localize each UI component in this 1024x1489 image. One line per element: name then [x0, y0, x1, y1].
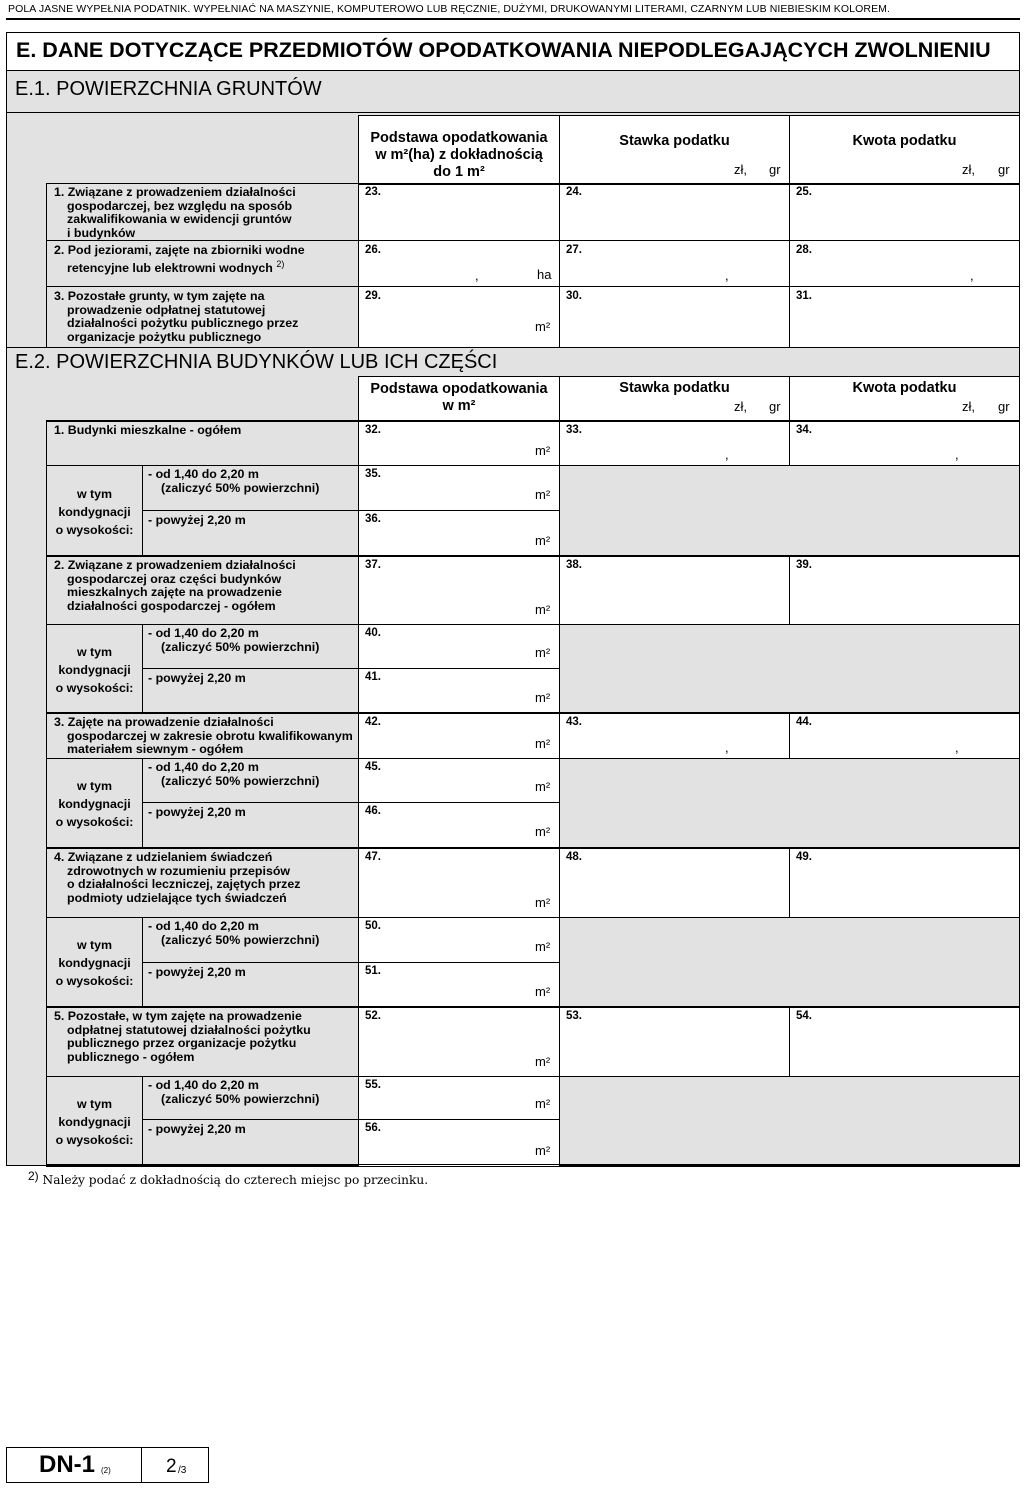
w-tym-line: o wysokości:: [55, 680, 134, 695]
field-43[interactable]: 43.: [566, 716, 582, 728]
field-48[interactable]: 48.: [566, 851, 582, 863]
sub-row-b-label: - powyżej 2,20 m: [148, 805, 246, 819]
section-e-title: E. DANE DOTYCZĄCE PRZEDMIOTÓW OPODATKOWANIA NIEPODLEGAJĄCYCH ZWOLNIENIU: [7, 33, 1019, 71]
field-27[interactable]: 27.: [566, 244, 582, 256]
w-tym-line: kondygnacji: [58, 1115, 131, 1129]
sub-a-line: (zaliczyć 50% powierzchni): [161, 932, 320, 947]
sub-a-line: - od 1,40 do 2,20 m: [148, 467, 259, 481]
header-note: POLA JASNE WYPEŁNIA PODATNIK. WYPEŁNIAĆ NA MASZYNIE, KOMPUTEROWO LUB RĘCZNIE, DUŻYMI, DRUKOWANYMI LITERAMI, CZARNYM LUB NIEBIESKIM KOLOREM.: [8, 3, 891, 15]
footnote: $^{2)}$ Należy podać z dokładnością do czterech miejsc po przecinku.: [28, 1169, 429, 1187]
desc-line: działalności gospodarczej - ogółem: [67, 598, 276, 613]
desc-line: 3. Zajęte na prowadzenie działalności: [54, 715, 274, 729]
sub-row-a-label: [143, 761, 357, 788]
field-40[interactable]: 40.: [365, 627, 381, 639]
page-number-box: [141, 1447, 209, 1483]
comma: ,: [725, 740, 729, 755]
unit-m2: m²: [535, 443, 551, 458]
e1-row2-desc: 2. Pod jeziorami, zajęte na zbiorniki wodne retencyjne lub elektrowni wodnych $^{2)}$: [54, 243, 305, 275]
unit-m2: m²: [535, 824, 551, 839]
sub-row-b-label: - powyżej 2,20 m: [148, 513, 246, 527]
sub-a-line: (zaliczyć 50% powierzchni): [161, 480, 320, 495]
sub-a-line: - od 1,40 do 2,20 m: [148, 760, 259, 774]
w-tym-line: kondygnacji: [58, 796, 131, 811]
gr-label: gr: [769, 399, 781, 414]
divider: [7, 347, 1019, 348]
field-50[interactable]: 50.: [365, 920, 381, 932]
field-36[interactable]: 36.: [365, 513, 381, 525]
e1-title: E.1. POWIERZCHNIA GRUNTÓW: [15, 78, 322, 100]
sub-a-line: (zaliczyć 50% powierzchni): [161, 1091, 320, 1106]
e2-title: E.2. POWIERZCHNIA BUDYNKÓW LUB ICH CZĘŚCI: [15, 351, 498, 373]
sub-a-line: (zaliczyć 50% powierzchni): [161, 639, 320, 654]
unit-m2: m²: [535, 645, 551, 660]
desc-line: gospodarczej w zakresie obrotu kwalifikowanym: [67, 728, 353, 743]
sub-a-line: - od 1,40 do 2,20 m: [148, 626, 259, 640]
w-tym-line: kondygnacji: [58, 662, 131, 677]
field-39[interactable]: 39.: [796, 559, 812, 571]
unit-m2: m²: [535, 895, 551, 910]
field-34[interactable]: 34.: [796, 424, 812, 436]
unit-m2: m²: [535, 319, 551, 334]
e1-row1-desc: 1. Związane z prowadzeniem działalności gospodarczej, bez względu na sposób zakwalifikowania w ewidencji gruntów i budynków: [54, 185, 296, 240]
form-code-box: [6, 1447, 142, 1483]
comma: ,: [955, 740, 959, 755]
gr-label: gr: [769, 162, 781, 177]
sub-a-line: (zaliczyć 50% powierzchni): [161, 773, 320, 788]
w-tym-line: o wysokości:: [55, 522, 134, 537]
sub-row-b-label: - powyżej 2,20 m: [148, 965, 246, 979]
zl-label: zł,: [734, 399, 747, 414]
unit-m2: m²: [535, 690, 551, 705]
sub-a-line: - od 1,40 do 2,20 m: [148, 1078, 259, 1092]
divider: [46, 1164, 1020, 1165]
desc-line: mieszkalnych zajęte na prowadzenie: [67, 585, 282, 600]
desc-line: publicznego - ogółem: [67, 1049, 195, 1064]
desc-line: 2. Związane z prowadzeniem działalności: [54, 558, 296, 572]
field-24[interactable]: 24.: [566, 186, 582, 198]
field-29[interactable]: 29.: [365, 290, 381, 302]
gr-label: gr: [998, 162, 1010, 177]
header-rule: [6, 18, 1020, 20]
zl-label: zł,: [734, 162, 747, 177]
w-tym-label: [47, 485, 142, 539]
e2-group-desc: [47, 421, 357, 438]
comma: ,: [725, 268, 729, 283]
w-tym-line: w tym: [76, 1097, 113, 1111]
e2-col3-header: Kwota podatku: [852, 380, 957, 396]
field-42[interactable]: 42.: [365, 716, 381, 728]
w-tym-label: [47, 936, 142, 990]
e1-col3-header: Kwota podatku: [852, 133, 957, 149]
desc-line: podmioty udzielające tych świadczeń: [67, 890, 287, 905]
unit-m2: m²: [535, 1096, 551, 1111]
w-tym-line: kondygnacji: [58, 956, 131, 970]
e2-col2-header: Stawka podatku: [619, 380, 730, 396]
w-tym-line: o wysokości:: [55, 1133, 134, 1147]
field-55[interactable]: 55.: [365, 1079, 381, 1091]
field-38[interactable]: 38.: [566, 559, 582, 571]
field-53[interactable]: 53.: [566, 1010, 582, 1022]
field-45[interactable]: 45.: [365, 761, 381, 773]
field-56[interactable]: 56.: [365, 1122, 381, 1134]
unit-ha: ha: [537, 267, 552, 282]
w-tym-line: w tym: [76, 938, 113, 952]
w-tym-line: w tym: [76, 644, 113, 659]
zl-label: zł,: [962, 399, 975, 414]
sub-row-b-label: - powyżej 2,20 m: [148, 1122, 246, 1136]
e2-col1-header: Podstawa opodatkowania w m²: [370, 381, 548, 414]
form-version: (2): [101, 1466, 111, 1475]
field-30[interactable]: 30.: [566, 290, 582, 302]
unit-m2: m²: [535, 487, 551, 502]
field-33[interactable]: 33.: [566, 424, 582, 436]
desc-line: 4. Związane z udzielaniem świadczeń: [54, 850, 273, 864]
e1-col1-header: Podstawa opodatkowania w m²(ha) z dokładnością do 1 m²: [370, 130, 548, 180]
divider: [789, 376, 790, 421]
e2-group-desc: [47, 556, 357, 613]
unit-m2: m²: [535, 1054, 551, 1069]
field-54[interactable]: 54.: [796, 1010, 812, 1022]
sub-row-a-label: [143, 920, 357, 947]
desc-line: odpłatnej statutowej działalności pożytku: [67, 1022, 311, 1037]
field-28[interactable]: 28.: [796, 244, 812, 256]
desc-line: gospodarczej oraz części budynków: [67, 571, 282, 586]
desc-line: 1. Budynki mieszkalne - ogółem: [54, 423, 242, 437]
unit-m2: m²: [535, 984, 551, 999]
w-tym-label: [47, 1095, 142, 1149]
field-52[interactable]: 52.: [365, 1010, 381, 1022]
e1-row3-desc: 3. Pozostałe grunty, w tym zajęte na prowadzenie odpłatnej statutowej działalności pożytku publicznego przez organizacje pożytku publicznego: [54, 289, 299, 344]
divider: [559, 376, 560, 421]
sub-row-a-label: [143, 1079, 357, 1106]
unit-m2: m²: [535, 602, 551, 617]
e2-group-desc: [47, 848, 357, 905]
unit-m2: m²: [535, 939, 551, 954]
comma: ,: [475, 268, 479, 283]
comma: ,: [970, 268, 974, 283]
unit-m2: m²: [535, 779, 551, 794]
sub-a-line: - od 1,40 do 2,20 m: [148, 919, 259, 933]
desc-line: materiałem siewnym - ogółem: [67, 742, 244, 757]
field-47[interactable]: 47.: [365, 851, 381, 863]
field-35[interactable]: 35.: [365, 468, 381, 480]
field-31[interactable]: 31.: [796, 290, 812, 302]
field-41[interactable]: 41.: [365, 671, 381, 683]
zl-label: zł,: [962, 162, 975, 177]
w-tym-line: o wysokości:: [55, 814, 134, 829]
divider: [7, 112, 1019, 113]
comma: ,: [955, 447, 959, 462]
field-26[interactable]: 26.: [365, 244, 381, 256]
e2-group-desc: [47, 1007, 357, 1064]
field-49[interactable]: 49.: [796, 851, 812, 863]
unit-m2: m²: [535, 736, 551, 751]
w-tym-label: [47, 777, 142, 831]
field-37[interactable]: 37.: [365, 559, 381, 571]
field-44[interactable]: 44.: [796, 716, 812, 728]
w-tym-line: w tym: [76, 778, 113, 793]
unit-m2: m²: [535, 1143, 551, 1158]
w-tym-line: o wysokości:: [55, 974, 134, 988]
w-tym-label: [47, 643, 142, 697]
w-tym-line: w tym: [76, 486, 113, 501]
unit-m2: m²: [535, 533, 551, 548]
field-32[interactable]: 32.: [365, 424, 381, 436]
page-number: 2: [166, 1456, 177, 1477]
sub-row-b-label: - powyżej 2,20 m: [148, 671, 246, 685]
field-23[interactable]: 23.: [365, 186, 381, 198]
w-tym-line: kondygnacji: [58, 504, 131, 519]
field-46[interactable]: 46.: [365, 805, 381, 817]
e2-group-desc: [47, 713, 357, 757]
comma: ,: [725, 447, 729, 462]
field-25[interactable]: 25.: [796, 186, 812, 198]
desc-line: publicznego przez organizacje pożytku: [67, 1036, 297, 1051]
sub-row-a-label: [143, 468, 357, 495]
desc-line: 5. Pozostałe, w tym zajęte na prowadzenie: [54, 1009, 302, 1023]
field-51[interactable]: 51.: [365, 965, 381, 977]
sub-row-a-label: [143, 627, 357, 654]
desc-line: o działalności leczniczej, zajętych przez: [67, 877, 301, 892]
e1-col2-header: Stawka podatku: [619, 133, 730, 149]
gr-label: gr: [998, 399, 1010, 414]
desc-line: zdrowotnych w rozumieniu przepisów: [67, 863, 291, 878]
page-count: /3: [178, 1465, 187, 1476]
form-code: DN-1: [39, 1451, 96, 1478]
